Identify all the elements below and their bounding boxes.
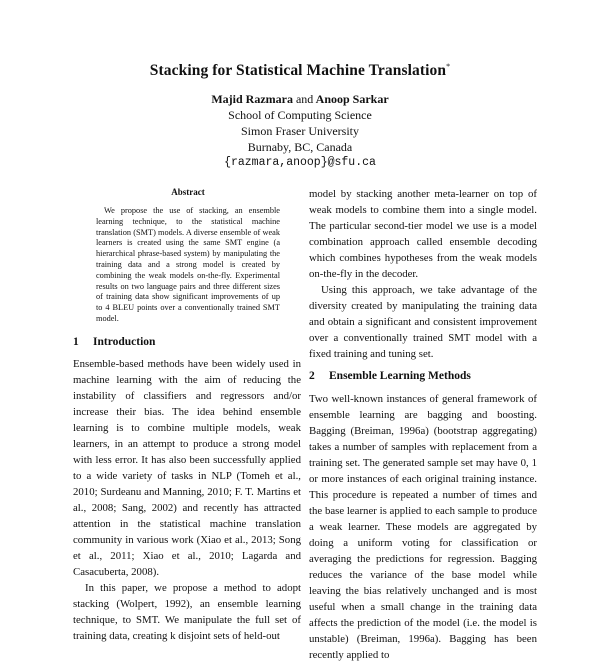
paper-title: Stacking for Statistical Machine Translation*: [149, 62, 451, 80]
author-and: and: [295, 92, 314, 106]
intro-paragraph-1: Ensemble-based methods have been widely used in machine learning with the aim of reducing the instability of classifiers and regressors and/or increase their bias. The idea behind ensemble learning is to combine multiple models, weak learners, in an attempt to produce a strong model with less error. It has also been successfully applied to a wide variety of tasks in NLP (Tomeh et al., 2010; Surdeanu and Manning, 2010; F. T. Martins et al., 2008; Sang, 2002) and recently has attracted attention in the statistical machine translation community in various work (Xiao et al., 2013; Song et al., 2011; Xiao et al., 2010; Lagarda and Casacuberta, 2008).: [73, 358, 301, 578]
section-number: 1: [73, 336, 79, 348]
author-1: Majid Razmara: [211, 92, 293, 106]
right-paragraph-1: model by stacking another meta-learner on top of weak models to combine them into a single model. The particular second-tier model we use is a model combination approach called ensemble decoding which combines hypotheses from the weak models on-the-fly in the decoder.: [309, 188, 537, 280]
author-names: [0, 91, 600, 107]
affiliation-line-1: School of Computing Science: [228, 108, 372, 122]
abstract-text: We propose the use of stacking, an ensemble learning technique, to the statistical machine translation (SMT) models. A diverse ensemble of weak learners is created using the same SMT engine (a hierarchical phrase-based system) by manipulating the training data and a strong model is created by combining the weak models on-the-fly. Experimental results on two language pairs and three different sizes of training data show significant improvements of up to 4 BLEU points over a conventionally trained SMT model.: [96, 206, 280, 323]
affiliation-line-3: Burnaby, BC, Canada: [247, 140, 353, 154]
section-number: 2: [309, 370, 315, 382]
abstract-body: [96, 206, 280, 325]
affiliation-line-2: Simon Fraser University: [241, 124, 359, 138]
right-paragraph-2: Using this approach, we take advantage of the diversity created by manipulating the training data and obtain a significant and consistent improvement over a conventionally trained SMT model with a fixed training and tuning set.: [309, 284, 537, 360]
left-column: [73, 334, 301, 644]
intro-paragraph-2: In this paper, we propose a method to adopt stacking (Wolpert, 1992), an ensemble learning technique, to SMT. We manipulate the full set of training data, creating k disjoint sets of held-out: [73, 582, 301, 642]
section-title: Introduction: [93, 336, 156, 348]
author-block: [0, 91, 600, 171]
author-email: {razmara,anoop}@sfu.ca: [224, 156, 376, 169]
section-1-heading: [73, 334, 301, 350]
ensemble-paragraph-1: Two well-known instances of general framework of ensemble learning are bagging and boosting. Bagging (Breiman, 1996a) (bootstrap aggregating) takes a number of samples with replacement from a training set. The generated sample set may have 0, 1 or more instances of each original training instance. This procedure is repeated a number of times and the base learner is applied to each sample to produce a weak learner. These models are aggregated by doing a uniform voting for classification or averaging the predictions for regression. Bagging reduces the variance of the base model while leaving the bias relatively unchanged and is most useful when a small change in the training data affects the prediction of the model (i.e. the model is unstable) (Breiman, 1996a). Bagging has been recently applied to: [309, 393, 537, 661]
section-title: Ensemble Learning Methods: [329, 370, 471, 382]
title-footnote-mark: *: [446, 62, 451, 71]
right-column: [309, 186, 537, 663]
author-2: Anoop Sarkar: [315, 92, 389, 106]
section-2-heading: [309, 368, 537, 384]
abstract-heading: Abstract: [171, 187, 205, 197]
